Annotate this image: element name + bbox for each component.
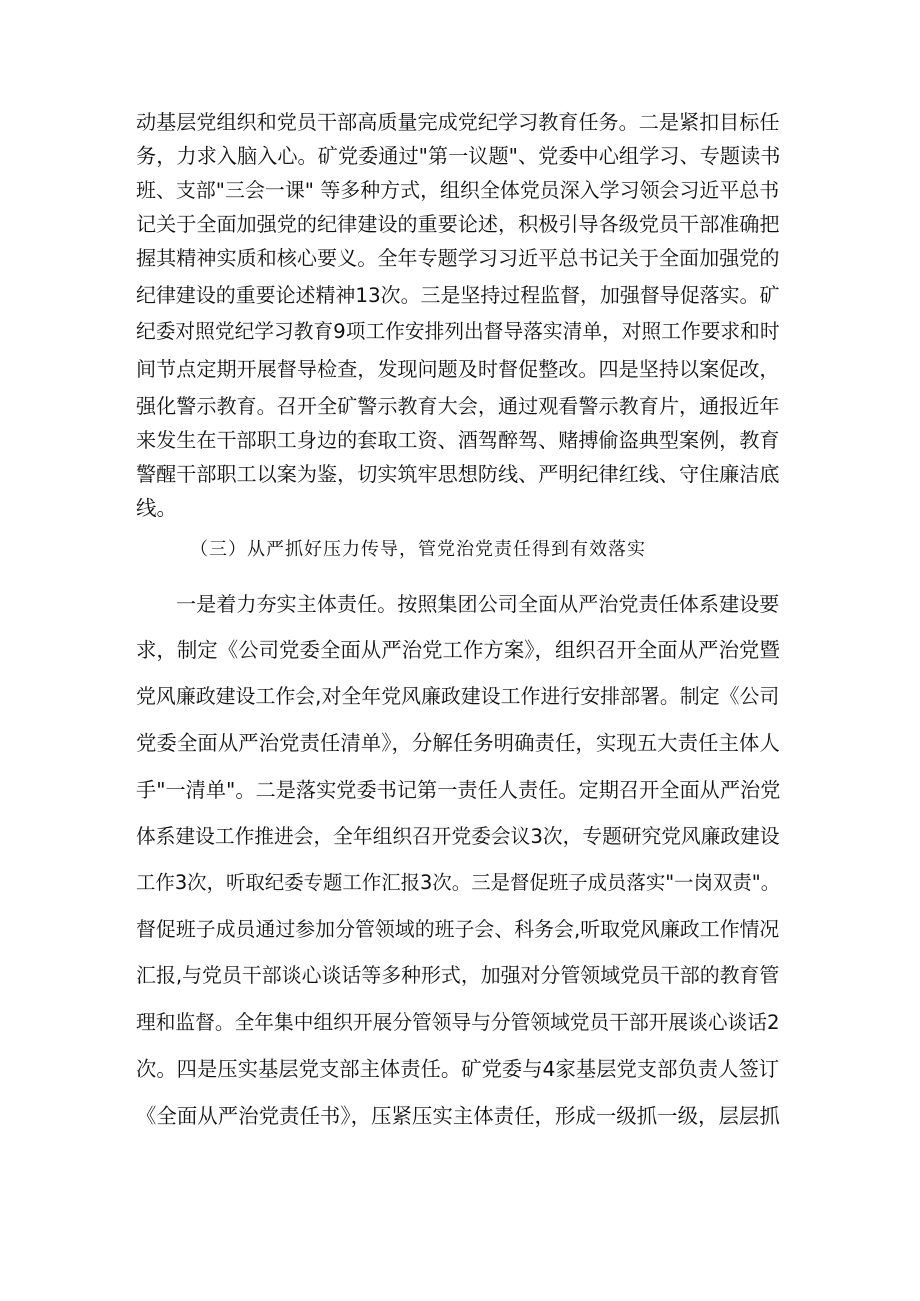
paragraph-1-line-12: 线。	[136, 496, 177, 520]
paragraph-1-line-3: 班、支部"三会一课" 等多种方式，组织全体党员深入学习领会习近平总书	[136, 178, 780, 202]
section-heading: （三）从严抓好压力传导，管党治党责任得到有效落实	[190, 539, 646, 560]
paragraph-1-line-2: 务，力求入脑入心。矿党委通过"第一议题"、党委中心组学习、专题读书	[136, 144, 781, 168]
paragraph-2-line-10: 理和监督。全年集中组织开展分管领导与分管领域党员干部开展谈心谈话2	[136, 1011, 780, 1034]
paragraph-1-line-9: 强化警示教育。召开全矿警示教育大会，通过观看警示教育片，通报近年	[136, 394, 780, 418]
paragraph-2-line-1: 一是着力夯实主体责任。按照集团公司全面从严治党责任体系建设要	[176, 592, 780, 616]
paragraph-2-line-9: 汇报,与党员干部谈心谈话等多种形式，加强对分管领域党员干部的教育管	[136, 964, 780, 987]
paragraph-1-line-11: 警醒干部职工以案为鉴，切实筑牢思想防线、严明纪律红线、守住廉洁底	[136, 462, 780, 486]
paragraph-1-line-1: 动基层党组织和党员干部高质量完成党纪学习教育任务。二是紧扣目标任	[136, 110, 780, 134]
paragraph-2-line-12: 《全面从严治党责任书》，压紧压实主体责任，形成一级抓一级，层层抓	[136, 1104, 780, 1128]
paragraph-1-line-6: 纪律建设的重要论述精神13次。三是坚持过程监督，加强督导促落实。矿	[136, 283, 780, 307]
paragraph-2-line-4: 党委全面从严治党责任清单》，分解任务明确责任，实现五大责任主体人	[136, 731, 780, 755]
paragraph-1-line-10: 来发生在干部职工身边的套取工资、酒驾醉驾、赌搏偷盗典型案例，教育	[136, 428, 780, 452]
paragraph-2-line-7: 工作3次，听取纪委专题工作汇报3次。三是督促班子成员落实"一岗双责"。	[136, 871, 781, 894]
paragraph-2-line-2: 求，制定《公司党委全面从严治党工作方案》，组织召开全面从严治党暨	[136, 638, 780, 662]
paragraph-2-line-8: 督促班子成员通过参加分管领域的班子会、科务会,听取党风廉政工作情况	[136, 918, 780, 941]
paragraph-2-line-3: 党风廉政建设工作会,对全年党风廉政建设工作进行安排部署。制定《公司	[136, 685, 780, 708]
paragraph-2-line-11: 次。四是压实基层党支部主体责任。矿党委与4家基层党支部负责人签订	[136, 1057, 780, 1081]
paragraph-2-line-5: 手"一清单"。二是落实党委书记第一责任人责任。定期召开全面从严治党	[136, 778, 781, 802]
paragraph-1-line-7: 纪委对照党纪学习教育9项工作安排列出督导落实清单，对照工作要求和时	[136, 320, 780, 343]
paragraph-1-line-4: 记关于全面加强党的纪律建设的重要论述，积极引导各级党员干部准确把	[136, 212, 780, 236]
paragraph-1-line-8: 间节点定期开展督导检查，发现问题及时督促整改。四是坚持以案促改，	[136, 357, 780, 381]
paragraph-1-line-5: 握其精神实质和核心要义。全年专题学习习近平总书记关于全面加强党的	[136, 246, 780, 270]
paragraph-2-line-6: 体系建设工作推进会，全年组织召开党委会议3次，专题研究党风廉政建设	[136, 825, 780, 848]
